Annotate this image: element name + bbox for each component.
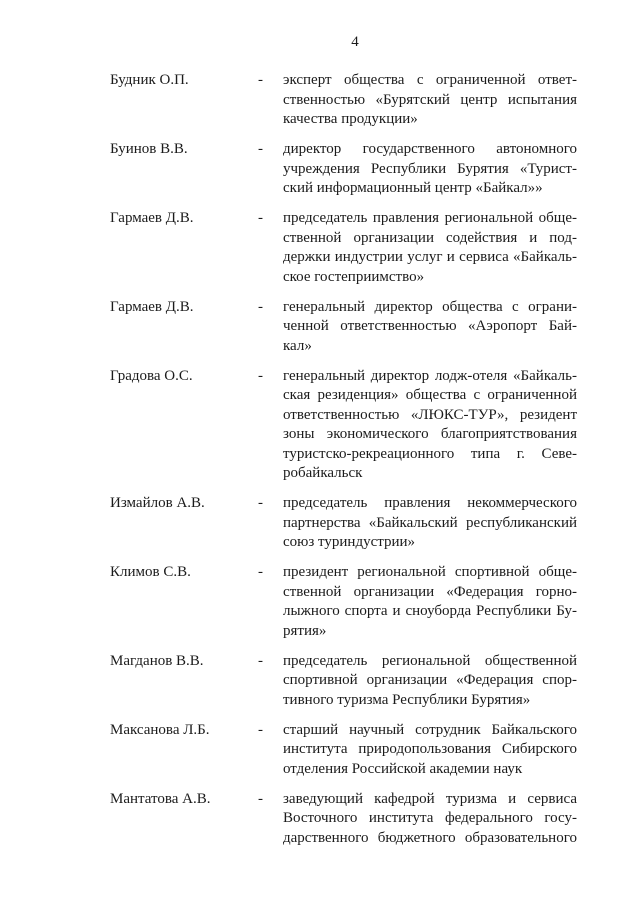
description-line: ственной организации содействия и под- — [283, 229, 577, 246]
description-line: ченной ответственностью «Аэропорт Бай- — [283, 318, 577, 334]
description-line: учреждения Республики Бурятия «Турист- — [283, 160, 577, 177]
description-line: председатель правления некоммерческого — [283, 495, 577, 511]
person-description — [283, 494, 577, 553]
description-line: туристско-рекреационного типа г. Севе- — [283, 445, 577, 462]
description-line: держки индустрии услуг и сервиса «Байкаль- — [283, 249, 577, 265]
description-line: ское гостеприимство» — [283, 268, 425, 285]
dash-separator: - — [258, 298, 263, 315]
description-line: старший научный сотрудник Байкальского — [283, 721, 577, 738]
list-item — [110, 140, 577, 199]
description-line: председатель региональной общественной — [283, 652, 577, 669]
person-description — [283, 652, 577, 711]
person-name: Гармаев Д.В. — [110, 210, 194, 226]
list-item — [110, 563, 577, 641]
dash-separator: - — [258, 652, 263, 669]
description-line: кал» — [283, 337, 312, 354]
person-name: Магданов В.В. — [110, 652, 204, 669]
list-item — [110, 209, 577, 287]
list-item — [110, 721, 577, 780]
dash-separator: - — [258, 210, 263, 226]
description-line: робайкальск — [283, 465, 363, 481]
person-description — [283, 298, 577, 357]
description-line: союз туриндустрии» — [283, 534, 416, 550]
description-line: ственностью «Бурятский центр испытания — [283, 91, 577, 108]
dash-separator: - — [258, 564, 263, 580]
description-line: дарственного бюджетного образовательного — [283, 829, 577, 846]
description-line: ственной организации «Федерация горно- — [283, 583, 577, 600]
dash-separator: - — [258, 141, 263, 157]
person-description — [283, 721, 577, 780]
description-line: ский информационный центр «Байкал»» — [283, 180, 543, 196]
person-name: Буинов В.В. — [110, 141, 188, 157]
list-item — [110, 367, 577, 484]
list-item — [110, 298, 577, 357]
list-item — [110, 652, 577, 711]
description-line: тивного туризма Республики Бурятия» — [283, 691, 531, 708]
person-name: Максанова Л.Б. — [110, 721, 210, 738]
list-item — [110, 71, 577, 130]
description-line: директор государственного автономного — [283, 141, 577, 157]
description-line: заведующий кафедрой туризма и сервиса — [283, 790, 577, 807]
description-line: председатель правления региональной обще- — [283, 210, 577, 226]
person-name: Гармаев Д.В. — [110, 298, 194, 315]
description-line: генеральный директор общества с ограни- — [283, 298, 577, 315]
dash-separator: - — [258, 72, 263, 88]
page-number: 4 — [351, 34, 359, 50]
person-description — [283, 563, 577, 641]
dash-separator: - — [258, 495, 263, 511]
list-item — [110, 494, 577, 553]
description-line: эксперт общества с ограниченной ответ- — [283, 72, 577, 88]
person-description — [283, 790, 577, 849]
list-item — [110, 790, 577, 849]
person-name: Будник О.П. — [110, 72, 189, 88]
dash-separator: - — [258, 721, 263, 738]
description-line: отделения Российской академии наук — [283, 760, 523, 777]
description-line: спортивной организации «Федерация спор- — [283, 672, 577, 688]
person-description — [283, 71, 577, 130]
person-description — [283, 140, 577, 199]
person-name: Климов С.В. — [110, 564, 191, 580]
dash-separator: - — [258, 367, 263, 384]
participants-list — [110, 71, 577, 859]
description-line: партнерства «Байкальский республиканский — [283, 514, 577, 531]
description-line: качества продукции» — [283, 111, 418, 127]
description-line: ответственностью «ЛЮКС-ТУР», резидент — [283, 406, 577, 423]
person-name: Измайлов А.В. — [110, 495, 205, 511]
person-name: Градова О.С. — [110, 367, 193, 384]
description-line: рятия» — [283, 622, 327, 639]
description-line: зоны экономического благоприятствования — [283, 426, 577, 442]
description-line: ская резиденция» общества с ограниченной — [283, 387, 577, 403]
person-name: Мантатова А.В. — [110, 790, 211, 807]
person-description — [283, 367, 577, 484]
description-line: президент региональной спортивной обще- — [283, 564, 577, 580]
description-line: генеральный директор лодж-отеля «Байкаль- — [283, 367, 577, 384]
dash-separator: - — [258, 790, 263, 807]
description-line: Восточного института федерального госу- — [283, 810, 577, 826]
description-line: лыжного спорта и сноуборда Республики Бу- — [283, 603, 577, 619]
person-description — [283, 209, 577, 287]
description-line: института природопользования Сибирского — [283, 741, 577, 757]
